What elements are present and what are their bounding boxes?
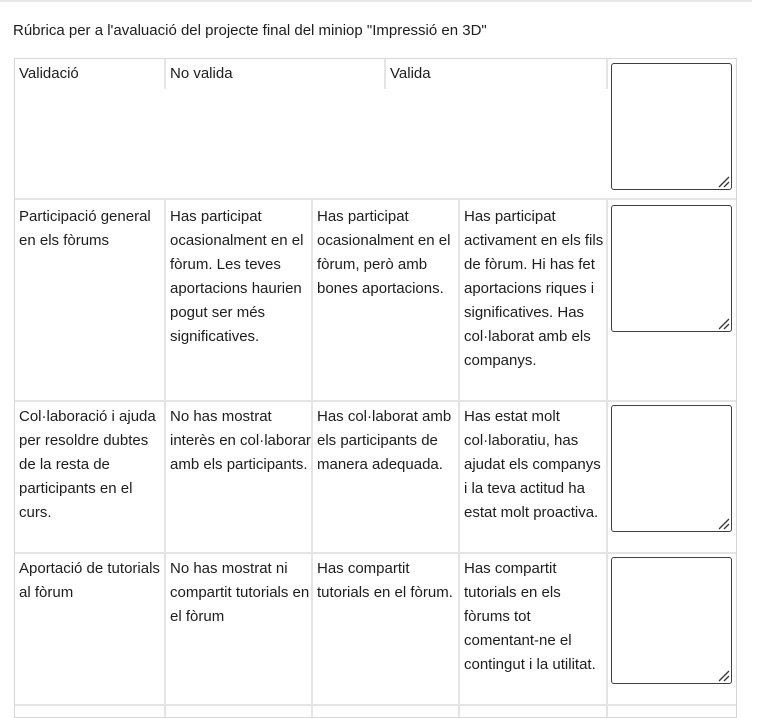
row-2-level-1[interactable]: No has mostrat interès en col·laborar amb els participants. bbox=[170, 408, 311, 473]
row-1-criterion: Participació general en els fòrums bbox=[19, 208, 151, 249]
top-divider bbox=[0, 0, 752, 2]
row-divider bbox=[15, 198, 736, 200]
rubric-table bbox=[14, 58, 737, 718]
header-criterion: Validació bbox=[19, 65, 79, 82]
column-divider bbox=[311, 200, 313, 718]
row-3-criterion: Aportació de tutorials al fòrum bbox=[19, 560, 160, 601]
row-3-level-3[interactable]: Has compartit tutorials en els fòrums tot comentant-ne el contingut i la utilitat. bbox=[464, 560, 596, 673]
row-2-level-2[interactable]: Has col·laborat amb els participants de manera adequada. bbox=[317, 408, 452, 473]
page-title: Rúbrica per a l'avaluació del projecte final del miniop "Impressió en 3D" bbox=[13, 22, 487, 39]
header-remarks-textarea[interactable] bbox=[611, 63, 732, 190]
header-level-no-valida: No valida bbox=[170, 65, 233, 82]
resize-grip-icon[interactable] bbox=[716, 174, 730, 188]
row-1-level-2[interactable]: Has participat ocasionalment en el fòrum, però amb bones aportacions. bbox=[317, 208, 451, 297]
column-divider bbox=[164, 200, 166, 718]
column-divider bbox=[458, 200, 460, 718]
column-divider bbox=[606, 59, 608, 89]
row-1-level-3[interactable]: Has participat activament en els fils de fòrum. Hi has fet aportacions riques i significatives. Has col·laborat amb els companys. bbox=[464, 208, 604, 369]
row-2-criterion: Col·laboració i ajuda per resoldre dubtes de la resta de participants en el curs. bbox=[19, 408, 156, 521]
resize-grip-icon[interactable] bbox=[716, 516, 730, 530]
row-3-level-2[interactable]: Has compartit tutorials en el fòrum. bbox=[317, 560, 453, 601]
row-1-level-1[interactable]: Has participat ocasionalment en el fòrum. Les teves aportacions haurien pogut ser més significatives. bbox=[170, 208, 304, 345]
row-divider bbox=[15, 704, 736, 706]
column-divider bbox=[606, 200, 608, 718]
row-2-remarks-textarea[interactable] bbox=[611, 405, 732, 532]
row-2-level-3[interactable]: Has estat molt col·laboratiu, has ajudat els companys i la teva actitud ha estat molt proactiva. bbox=[464, 408, 601, 521]
row-3-level-1[interactable]: No has mostrat ni compartit tutorials en el fòrum bbox=[170, 560, 310, 625]
resize-grip-icon[interactable] bbox=[716, 668, 730, 682]
row-1-remarks-textarea[interactable] bbox=[611, 205, 732, 332]
resize-grip-icon[interactable] bbox=[716, 316, 730, 330]
header-level-valida: Valida bbox=[390, 65, 431, 82]
row-3-remarks-textarea[interactable] bbox=[611, 557, 732, 684]
